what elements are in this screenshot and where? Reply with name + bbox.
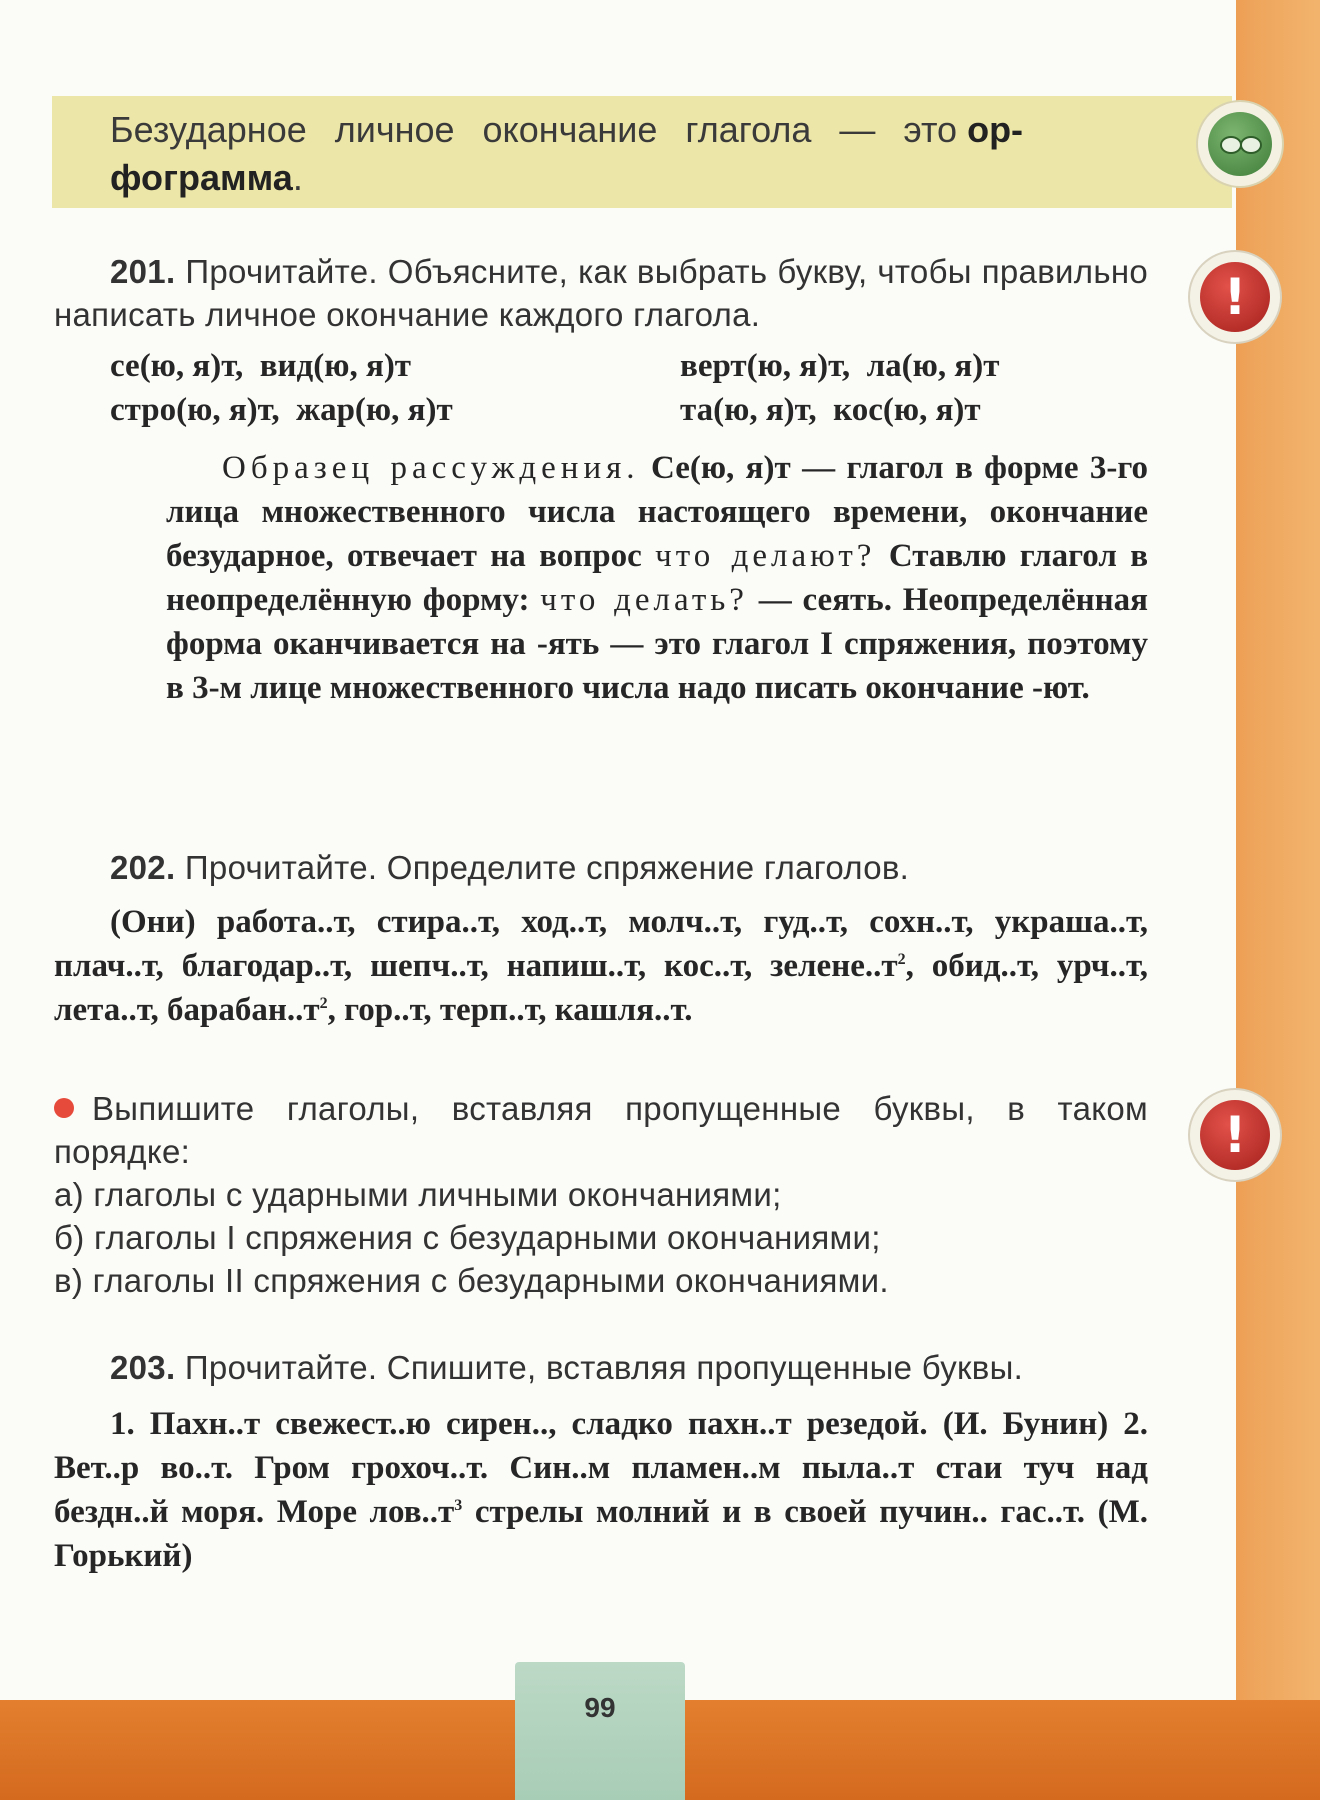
word-row: стро(ю, я)т, жар(ю, я)т — [110, 392, 453, 428]
verb-list: , обид..т, урч..т, лета..т, барабан..т — [54, 948, 1148, 1028]
verb-list: (Они) работа..т, стира..т, ход..т, молч..т, гуд..т, сохн..т, украша..т, плач..т, благодар..т, шепч..т, напиш..т, кос..т, зелене..т — [54, 904, 1148, 984]
owl-eye-right — [1240, 136, 1262, 154]
task-text: Прочитайте. Спишите, вставляя пропущенные буквы. — [184, 1349, 1024, 1386]
dash: — — [758, 582, 792, 618]
red-bullet-icon — [54, 1098, 74, 1118]
word-row: та(ю, я)т, кос(ю, я)т — [680, 392, 981, 428]
sample-text: Неопределённая форма оканчивается на — [166, 582, 1149, 662]
exercise-number: 203. — [110, 1349, 176, 1386]
exercise-202-instruction — [54, 1087, 1148, 1173]
rule-text: Безударное личное окончание глагола — это — [110, 109, 958, 150]
sample-text: Ставлю глагол в неопределённую форму: — [166, 538, 1149, 618]
list-item: в) глаголы II спряжения с безударными окончаниями. — [54, 1262, 889, 1299]
rule-box — [52, 96, 1232, 208]
exclamation-icon — [1190, 252, 1280, 342]
instruction-text: Выпишите глаголы, вставляя пропущенные буквы, в таком порядке: — [54, 1090, 1148, 1170]
footnote-mark: 2 — [319, 995, 328, 1012]
exclamation-icon-glyph: ! — [1200, 262, 1270, 332]
exercise-201-task — [54, 250, 1148, 336]
rule-period: . — [292, 157, 303, 198]
rule-term-part1: ор- — [967, 109, 1024, 150]
list-item: а) глаголы с ударными личными окончаниями; — [54, 1176, 782, 1213]
sample-text: Се(ю, я)т — глагол в форме 3-го лица множественного числа настоящего времени, окончание безударное, отвечает на вопрос — [166, 450, 1149, 574]
task-text: Прочитайте. Объясните, как выбрать букву, чтобы правильно написать личное окончание каждого глагола. — [54, 253, 1149, 333]
instruction-list — [54, 1173, 1148, 1302]
exercise-number: 201. — [110, 253, 176, 290]
exclamation-icon-glyph: ! — [1200, 1100, 1270, 1170]
reasoning-sample — [166, 446, 1148, 710]
rule-term-part2: фограмма — [110, 157, 293, 198]
sample-label: Образец рассуждения. — [222, 450, 640, 486]
word-row: верт(ю, я)т, ла(ю, я)т — [680, 348, 1000, 384]
owl-icon-face — [1208, 112, 1272, 176]
exercise-203-task — [54, 1346, 1148, 1389]
word-list-left — [110, 344, 453, 432]
exercise-202-words — [54, 900, 1148, 1032]
task-text: Прочитайте. Определите спряжение глаголов. — [184, 849, 910, 886]
page-number-tab — [515, 1662, 685, 1800]
owl-icon — [1198, 102, 1282, 186]
ending: -ять — [536, 626, 600, 662]
exercise-text: 1. Пахн..т свежест..ю сирен.., сладко пахн..т резедой. (И. Бунин) 2. Вет..р во..т. Гром грохоч..т. Син..м пламен..м пыла..т стаи туч над бездн..й моря. Море лов..т — [54, 1406, 1148, 1530]
exercise-number: 202. — [110, 849, 176, 886]
infinitive: сеять. — [802, 582, 892, 618]
footnote-mark: 2 — [897, 951, 906, 968]
sample-text: — это глагол I спряжения, поэтому в 3-м лице множественного числа надо писать окончание — [166, 626, 1148, 706]
owl-eye-left — [1220, 136, 1242, 154]
exercise-203-text — [54, 1402, 1148, 1578]
footnote-mark: 3 — [454, 1497, 463, 1514]
exclamation-icon — [1190, 1090, 1280, 1180]
question-text: что делать? — [540, 582, 748, 618]
verb-list: , гор..т, терп..т, кашля..т. — [327, 992, 693, 1028]
exercise-202-task — [54, 846, 1148, 889]
exercise-text: стрелы молний и в своей пучин.. гас..т. (М. Горький) — [54, 1494, 1148, 1574]
word-row: се(ю, я)т, вид(ю, я)т — [110, 348, 412, 384]
ending: -ют. — [1031, 670, 1090, 706]
question-text: что делают? — [655, 538, 876, 574]
list-item: б) глаголы I спряжения с безударными окончаниями; — [54, 1219, 881, 1256]
word-list-right — [680, 344, 999, 432]
page-number: 99 — [584, 1692, 616, 1723]
